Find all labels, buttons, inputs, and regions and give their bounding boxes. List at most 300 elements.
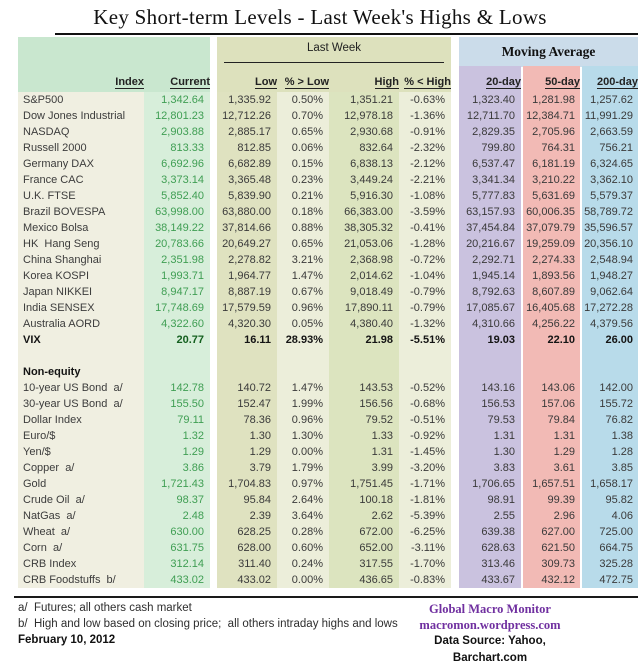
cell-low: 1.30 <box>217 428 277 444</box>
cell-ma200: 142.00 <box>582 380 638 396</box>
cell-current: 433.02 <box>144 572 210 588</box>
cell-ma200: 1,257.62 <box>582 92 638 108</box>
cell-ma20: 1,323.40 <box>459 92 521 108</box>
cell-current: 1,721.43 <box>144 476 210 492</box>
column-gap <box>210 380 217 396</box>
cell-ma200: 725.00 <box>582 524 638 540</box>
cell-ma200 <box>582 364 638 380</box>
cell-pct-above-low: 0.28% <box>277 524 329 540</box>
column-header-20day: 20-day <box>459 66 521 92</box>
cell-ma20: 63,157.93 <box>459 204 521 220</box>
cell-ma50: 2.96 <box>523 508 580 524</box>
row-label-cell: Australia AORD <box>18 316 144 332</box>
cell-ma200: 472.75 <box>582 572 638 588</box>
table-row <box>18 300 638 316</box>
cell-low: 5,839.90 <box>217 188 277 204</box>
cell-ma200: 76.82 <box>582 412 638 428</box>
table-row <box>18 380 638 396</box>
cell-pct-below-high: -1.32% <box>399 316 451 332</box>
column-gap <box>451 556 459 572</box>
table-row <box>18 188 638 204</box>
cell-pct-above-low: 0.96% <box>277 300 329 316</box>
cell-ma200: 17,272.28 <box>582 300 638 316</box>
cell-low: 812.85 <box>217 140 277 156</box>
last-week-group-label: Last Week <box>306 42 362 54</box>
table-row <box>18 412 638 428</box>
cell-ma20: 313.46 <box>459 556 521 572</box>
row-label-cell: France CAC <box>18 172 144 188</box>
cell-low <box>217 348 277 364</box>
table-row <box>18 492 638 508</box>
column-gap <box>210 252 217 268</box>
cell-ma20: 1,706.65 <box>459 476 521 492</box>
cell-low: 37,814.66 <box>217 220 277 236</box>
row-label-cell: NASDAQ <box>18 124 144 140</box>
cell-ma200: 3,362.10 <box>582 172 638 188</box>
cell-pct-above-low: 0.50% <box>277 92 329 108</box>
column-gap <box>210 300 217 316</box>
column-gap <box>451 140 459 156</box>
table-row <box>18 572 638 588</box>
cell-current: 3,373.14 <box>144 172 210 188</box>
cell-pct-below-high: -0.41% <box>399 220 451 236</box>
cell-current: 631.75 <box>144 540 210 556</box>
cell-pct-above-low: 0.67% <box>277 284 329 300</box>
cell-pct-below-high: -1.81% <box>399 492 451 508</box>
cell-ma50: 764.31 <box>523 140 580 156</box>
cell-ma50: 22.10 <box>523 332 580 348</box>
cell-pct-above-low: 0.97% <box>277 476 329 492</box>
cell-pct-above-low: 1.47% <box>277 268 329 284</box>
column-gap <box>451 236 459 252</box>
cell-ma50: 621.50 <box>523 540 580 556</box>
cell-current: 2,351.98 <box>144 252 210 268</box>
column-gap <box>451 476 459 492</box>
table-row <box>18 156 638 172</box>
cell-high: 3.99 <box>329 460 399 476</box>
cell-low: 2.39 <box>217 508 277 524</box>
cell-pct-above-low: 0.23% <box>277 172 329 188</box>
cell-low: 152.47 <box>217 396 277 412</box>
row-label-cell: Germany DAX <box>18 156 144 172</box>
cell-pct-above-low: 2.64% <box>277 492 329 508</box>
table-row <box>18 460 638 476</box>
cell-ma50: 1.29 <box>523 444 580 460</box>
cell-ma20: 98.91 <box>459 492 521 508</box>
cell-low: 20,649.27 <box>217 236 277 252</box>
column-gap <box>210 124 217 140</box>
cell-pct-above-low: 0.15% <box>277 156 329 172</box>
cell-ma200: 35,596.57 <box>582 220 638 236</box>
cell-ma20: 3.83 <box>459 460 521 476</box>
column-gap <box>210 268 217 284</box>
cell-ma20: 1.31 <box>459 428 521 444</box>
cell-low: 3,365.48 <box>217 172 277 188</box>
cell-ma200: 1,948.27 <box>582 268 638 284</box>
cell-current: 2,903.88 <box>144 124 210 140</box>
table-row <box>18 540 638 556</box>
cell-current: 1,993.71 <box>144 268 210 284</box>
column-gap <box>451 332 459 348</box>
cell-low: 3.79 <box>217 460 277 476</box>
row-label-cell: CRB Index <box>18 556 144 572</box>
cell-ma50: 4,256.22 <box>523 316 580 332</box>
cell-current: 63,998.00 <box>144 204 210 220</box>
row-label-cell: NatGas a/ <box>18 508 144 524</box>
cell-ma20: 1.30 <box>459 444 521 460</box>
cell-high: 1.31 <box>329 444 399 460</box>
cell-ma50: 432.12 <box>523 572 580 588</box>
column-header-index: Index <box>115 76 144 88</box>
cell-pct-below-high: -6.25% <box>399 524 451 540</box>
moving-average-band <box>459 37 638 67</box>
table-row <box>18 524 638 540</box>
cell-ma200: 3.85 <box>582 460 638 476</box>
cell-current: 5,852.40 <box>144 188 210 204</box>
cell-high: 100.18 <box>329 492 399 508</box>
cell-high: 832.64 <box>329 140 399 156</box>
column-gap <box>210 172 217 188</box>
cell-pct-above-low <box>277 364 329 380</box>
row-label-cell: Russell 2000 <box>18 140 144 156</box>
cell-ma50: 309.73 <box>523 556 580 572</box>
data-source: Data Source: Yahoo, Barchart.com <box>434 635 546 664</box>
cell-current <box>144 364 210 380</box>
cell-pct-below-high: -1.36% <box>399 108 451 124</box>
cell-pct-below-high: -5.39% <box>399 508 451 524</box>
cell-ma200: 2,663.59 <box>582 124 638 140</box>
row-label-cell: China Shanghai <box>18 252 144 268</box>
cell-ma50: 8,607.89 <box>523 284 580 300</box>
moving-average-group-label: Moving Average <box>501 44 596 59</box>
cell-ma20: 20,216.67 <box>459 236 521 252</box>
column-gap <box>451 444 459 460</box>
cell-ma50: 2,705.96 <box>523 124 580 140</box>
cell-high: 21,053.06 <box>329 236 399 252</box>
table-row <box>18 140 638 156</box>
cell-high: 143.53 <box>329 380 399 396</box>
cell-low <box>217 364 277 380</box>
cell-ma20: 19.03 <box>459 332 521 348</box>
column-gap <box>210 412 217 428</box>
table-row <box>18 236 638 252</box>
cell-pct-above-low: 1.79% <box>277 460 329 476</box>
column-header-pct-above-low: % > Low <box>284 76 329 88</box>
cell-low: 63,880.00 <box>217 204 277 220</box>
row-label-cell: Copper a/ <box>18 460 144 476</box>
cell-low: 311.40 <box>217 556 277 572</box>
cell-pct-below-high: -1.04% <box>399 268 451 284</box>
cell-high: 9,018.49 <box>329 284 399 300</box>
section-header-row <box>18 364 638 380</box>
row-label-cell <box>18 348 144 364</box>
column-gap <box>451 92 459 108</box>
cell-high: 156.56 <box>329 396 399 412</box>
column-gap <box>210 108 217 124</box>
cell-ma50 <box>523 364 580 380</box>
cell-low: 4,320.30 <box>217 316 277 332</box>
cell-low: 1,335.92 <box>217 92 277 108</box>
cell-low: 12,712.26 <box>217 108 277 124</box>
cell-pct-below-high: -2.12% <box>399 156 451 172</box>
cell-high: 1.33 <box>329 428 399 444</box>
cell-low: 17,579.59 <box>217 300 277 316</box>
table-row <box>18 428 638 444</box>
cell-ma20: 143.16 <box>459 380 521 396</box>
column-gap <box>451 66 459 92</box>
cell-ma50: 79.84 <box>523 412 580 428</box>
cell-low: 2,278.82 <box>217 252 277 268</box>
column-gap <box>210 524 217 540</box>
cell-pct-below-high <box>399 348 451 364</box>
column-gap <box>451 428 459 444</box>
cell-ma20: 1,945.14 <box>459 268 521 284</box>
brand-name: Global Macro Monitor <box>429 602 551 616</box>
column-gap <box>451 364 459 380</box>
cell-ma50: 157.06 <box>523 396 580 412</box>
cell-ma20: 4,310.66 <box>459 316 521 332</box>
cell-high: 12,978.18 <box>329 108 399 124</box>
cell-pct-above-low: 0.96% <box>277 412 329 428</box>
cell-pct-below-high: -3.11% <box>399 540 451 556</box>
cell-high: 672.00 <box>329 524 399 540</box>
table-header <box>18 37 638 92</box>
column-gap <box>451 124 459 140</box>
table-row <box>18 124 638 140</box>
cell-ma50: 16,405.68 <box>523 300 580 316</box>
cell-pct-above-low: 1.99% <box>277 396 329 412</box>
cell-ma200: 6,324.65 <box>582 156 638 172</box>
cell-pct-below-high: -3.20% <box>399 460 451 476</box>
cell-low: 628.25 <box>217 524 277 540</box>
cell-pct-below-high: -0.79% <box>399 300 451 316</box>
cell-pct-below-high: -1.71% <box>399 476 451 492</box>
cell-high: 2,014.62 <box>329 268 399 284</box>
cell-ma50: 6,181.19 <box>523 156 580 172</box>
row-label-cell: HK Hang Seng <box>18 236 144 252</box>
cell-pct-below-high: -2.32% <box>399 140 451 156</box>
cell-high <box>329 348 399 364</box>
column-gap <box>451 316 459 332</box>
footnote-a: a/ Futures; all others cash market <box>18 602 192 614</box>
cell-ma200: 4.06 <box>582 508 638 524</box>
column-gap <box>451 268 459 284</box>
cell-ma200: 58,789.72 <box>582 204 638 220</box>
cell-ma20: 6,537.47 <box>459 156 521 172</box>
cell-pct-below-high: -1.08% <box>399 188 451 204</box>
cell-ma20 <box>459 348 521 364</box>
cell-ma20: 3,341.34 <box>459 172 521 188</box>
page-title: Key Short-term Levels - Last Week's Highs & Lows <box>93 5 547 29</box>
column-header-high: High <box>374 76 399 88</box>
column-gap <box>451 380 459 396</box>
table-body <box>18 92 638 588</box>
row-label-cell: Dollar Index <box>18 412 144 428</box>
column-gap <box>210 332 217 348</box>
cell-ma50: 60,006.35 <box>523 204 580 220</box>
cell-pct-above-low: 0.05% <box>277 316 329 332</box>
row-label-cell: Corn a/ <box>18 540 144 556</box>
cell-current: 20.77 <box>144 332 210 348</box>
cell-pct-below-high: -0.79% <box>399 284 451 300</box>
cell-ma200: 1.38 <box>582 428 638 444</box>
column-gap <box>210 428 217 444</box>
cell-high: 2,368.98 <box>329 252 399 268</box>
cell-low: 78.36 <box>217 412 277 428</box>
column-gap <box>451 572 459 588</box>
table-row <box>18 220 638 236</box>
column-gap <box>210 204 217 220</box>
column-gap <box>451 540 459 556</box>
cell-ma50: 2,274.33 <box>523 252 580 268</box>
row-label-cell: Mexico Bolsa <box>18 220 144 236</box>
row-label-cell: U.K. FTSE <box>18 188 144 204</box>
column-gap <box>451 396 459 412</box>
cell-high: 6,838.13 <box>329 156 399 172</box>
column-gap <box>210 508 217 524</box>
cell-ma50: 37,079.79 <box>523 220 580 236</box>
cell-ma20: 79.53 <box>459 412 521 428</box>
cell-pct-above-low: 0.21% <box>277 188 329 204</box>
cell-pct-above-low: 0.24% <box>277 556 329 572</box>
cell-ma20: 799.80 <box>459 140 521 156</box>
section-label: Non-equity <box>23 364 144 380</box>
column-gap <box>210 316 217 332</box>
column-gap <box>210 140 217 156</box>
cell-ma50: 3.61 <box>523 460 580 476</box>
column-header-current: Current <box>170 76 210 88</box>
cell-ma200: 155.72 <box>582 396 638 412</box>
cell-ma200: 9,062.64 <box>582 284 638 300</box>
cell-current: 8,947.17 <box>144 284 210 300</box>
table-row <box>18 92 638 108</box>
row-label-cell: Yen/$ <box>18 444 144 460</box>
table-row <box>18 476 638 492</box>
row-label-cell: Brazil BOVESPA <box>18 204 144 220</box>
cell-pct-below-high: -5.51% <box>399 332 451 348</box>
cell-low: 628.00 <box>217 540 277 556</box>
cell-ma20: 156.53 <box>459 396 521 412</box>
cell-pct-above-low: 0.00% <box>277 572 329 588</box>
footer-rule <box>14 596 638 598</box>
cell-pct-below-high: -1.70% <box>399 556 451 572</box>
column-gap <box>451 172 459 188</box>
row-label-cell: Korea KOSPI <box>18 268 144 284</box>
table-row <box>18 316 638 332</box>
cell-ma50: 1,281.98 <box>523 92 580 108</box>
table-row <box>18 508 638 524</box>
cell-low: 2,885.17 <box>217 124 277 140</box>
column-gap <box>210 572 217 588</box>
row-label-cell <box>18 364 144 380</box>
cell-ma20: 37,454.84 <box>459 220 521 236</box>
cell-ma200: 2,548.94 <box>582 252 638 268</box>
cell-high: 2,930.68 <box>329 124 399 140</box>
table-row <box>18 252 638 268</box>
column-gap <box>451 284 459 300</box>
cell-ma200: 4,379.56 <box>582 316 638 332</box>
cell-current: 3.86 <box>144 460 210 476</box>
cell-pct-above-low <box>277 348 329 364</box>
table-row <box>18 332 638 348</box>
column-header-200day: 200-day <box>582 66 638 92</box>
cell-high: 5,916.30 <box>329 188 399 204</box>
cell-high: 38,305.32 <box>329 220 399 236</box>
cell-low: 16.11 <box>217 332 277 348</box>
cell-current: 1,342.64 <box>144 92 210 108</box>
column-gap <box>210 156 217 172</box>
column-gap <box>451 108 459 124</box>
cell-current <box>144 348 210 364</box>
cell-high: 4,380.40 <box>329 316 399 332</box>
cell-low: 140.72 <box>217 380 277 396</box>
row-label-cell: S&P500 <box>18 92 144 108</box>
table-row <box>18 108 638 124</box>
column-gap <box>451 492 459 508</box>
brand-url[interactable]: macromon.wordpress.com <box>419 618 561 632</box>
cell-pct-above-low: 28.93% <box>277 332 329 348</box>
cell-pct-above-low: 0.70% <box>277 108 329 124</box>
cell-pct-above-low: 3.21% <box>277 252 329 268</box>
cell-pct-below-high: -0.83% <box>399 572 451 588</box>
row-label-cell: India SENSEX <box>18 300 144 316</box>
cell-high: 17,890.11 <box>329 300 399 316</box>
cell-ma200: 26.00 <box>582 332 638 348</box>
cell-current: 155.50 <box>144 396 210 412</box>
column-gap <box>210 188 217 204</box>
column-gap <box>210 236 217 252</box>
cell-pct-below-high: -0.52% <box>399 380 451 396</box>
cell-high: 1,751.45 <box>329 476 399 492</box>
cell-ma20: 433.67 <box>459 572 521 588</box>
cell-low: 1,964.77 <box>217 268 277 284</box>
cell-current: 312.14 <box>144 556 210 572</box>
cell-pct-below-high: -2.21% <box>399 172 451 188</box>
column-gap <box>451 204 459 220</box>
column-gap <box>451 524 459 540</box>
column-gap <box>210 364 217 380</box>
column-gap <box>210 476 217 492</box>
cell-pct-above-low: 1.30% <box>277 428 329 444</box>
row-label-cell: Wheat a/ <box>18 524 144 540</box>
column-gap <box>210 556 217 572</box>
cell-pct-above-low: 0.65% <box>277 236 329 252</box>
cell-ma200 <box>582 348 638 364</box>
row-label-cell: CRB Foodstuffs b/ <box>18 572 144 588</box>
cell-ma200: 664.75 <box>582 540 638 556</box>
cell-pct-above-low: 1.47% <box>277 380 329 396</box>
title-rule <box>55 33 638 35</box>
cell-current: 38,149.22 <box>144 220 210 236</box>
column-gap <box>451 300 459 316</box>
table-row <box>18 204 638 220</box>
row-label-cell: Crude Oil a/ <box>18 492 144 508</box>
cell-pct-above-low: 0.60% <box>277 540 329 556</box>
cell-ma200: 5,579.37 <box>582 188 638 204</box>
cell-high: 2.62 <box>329 508 399 524</box>
cell-ma20: 628.63 <box>459 540 521 556</box>
cell-ma200: 95.82 <box>582 492 638 508</box>
column-gap <box>451 348 459 364</box>
table-row <box>18 556 638 572</box>
cell-ma50: 1,893.56 <box>523 268 580 284</box>
row-label-cell: Euro/$ <box>18 428 144 444</box>
cell-current: 630.00 <box>144 524 210 540</box>
cell-pct-below-high <box>399 364 451 380</box>
cell-current: 813.33 <box>144 140 210 156</box>
column-gap <box>451 412 459 428</box>
cell-low: 8,887.19 <box>217 284 277 300</box>
